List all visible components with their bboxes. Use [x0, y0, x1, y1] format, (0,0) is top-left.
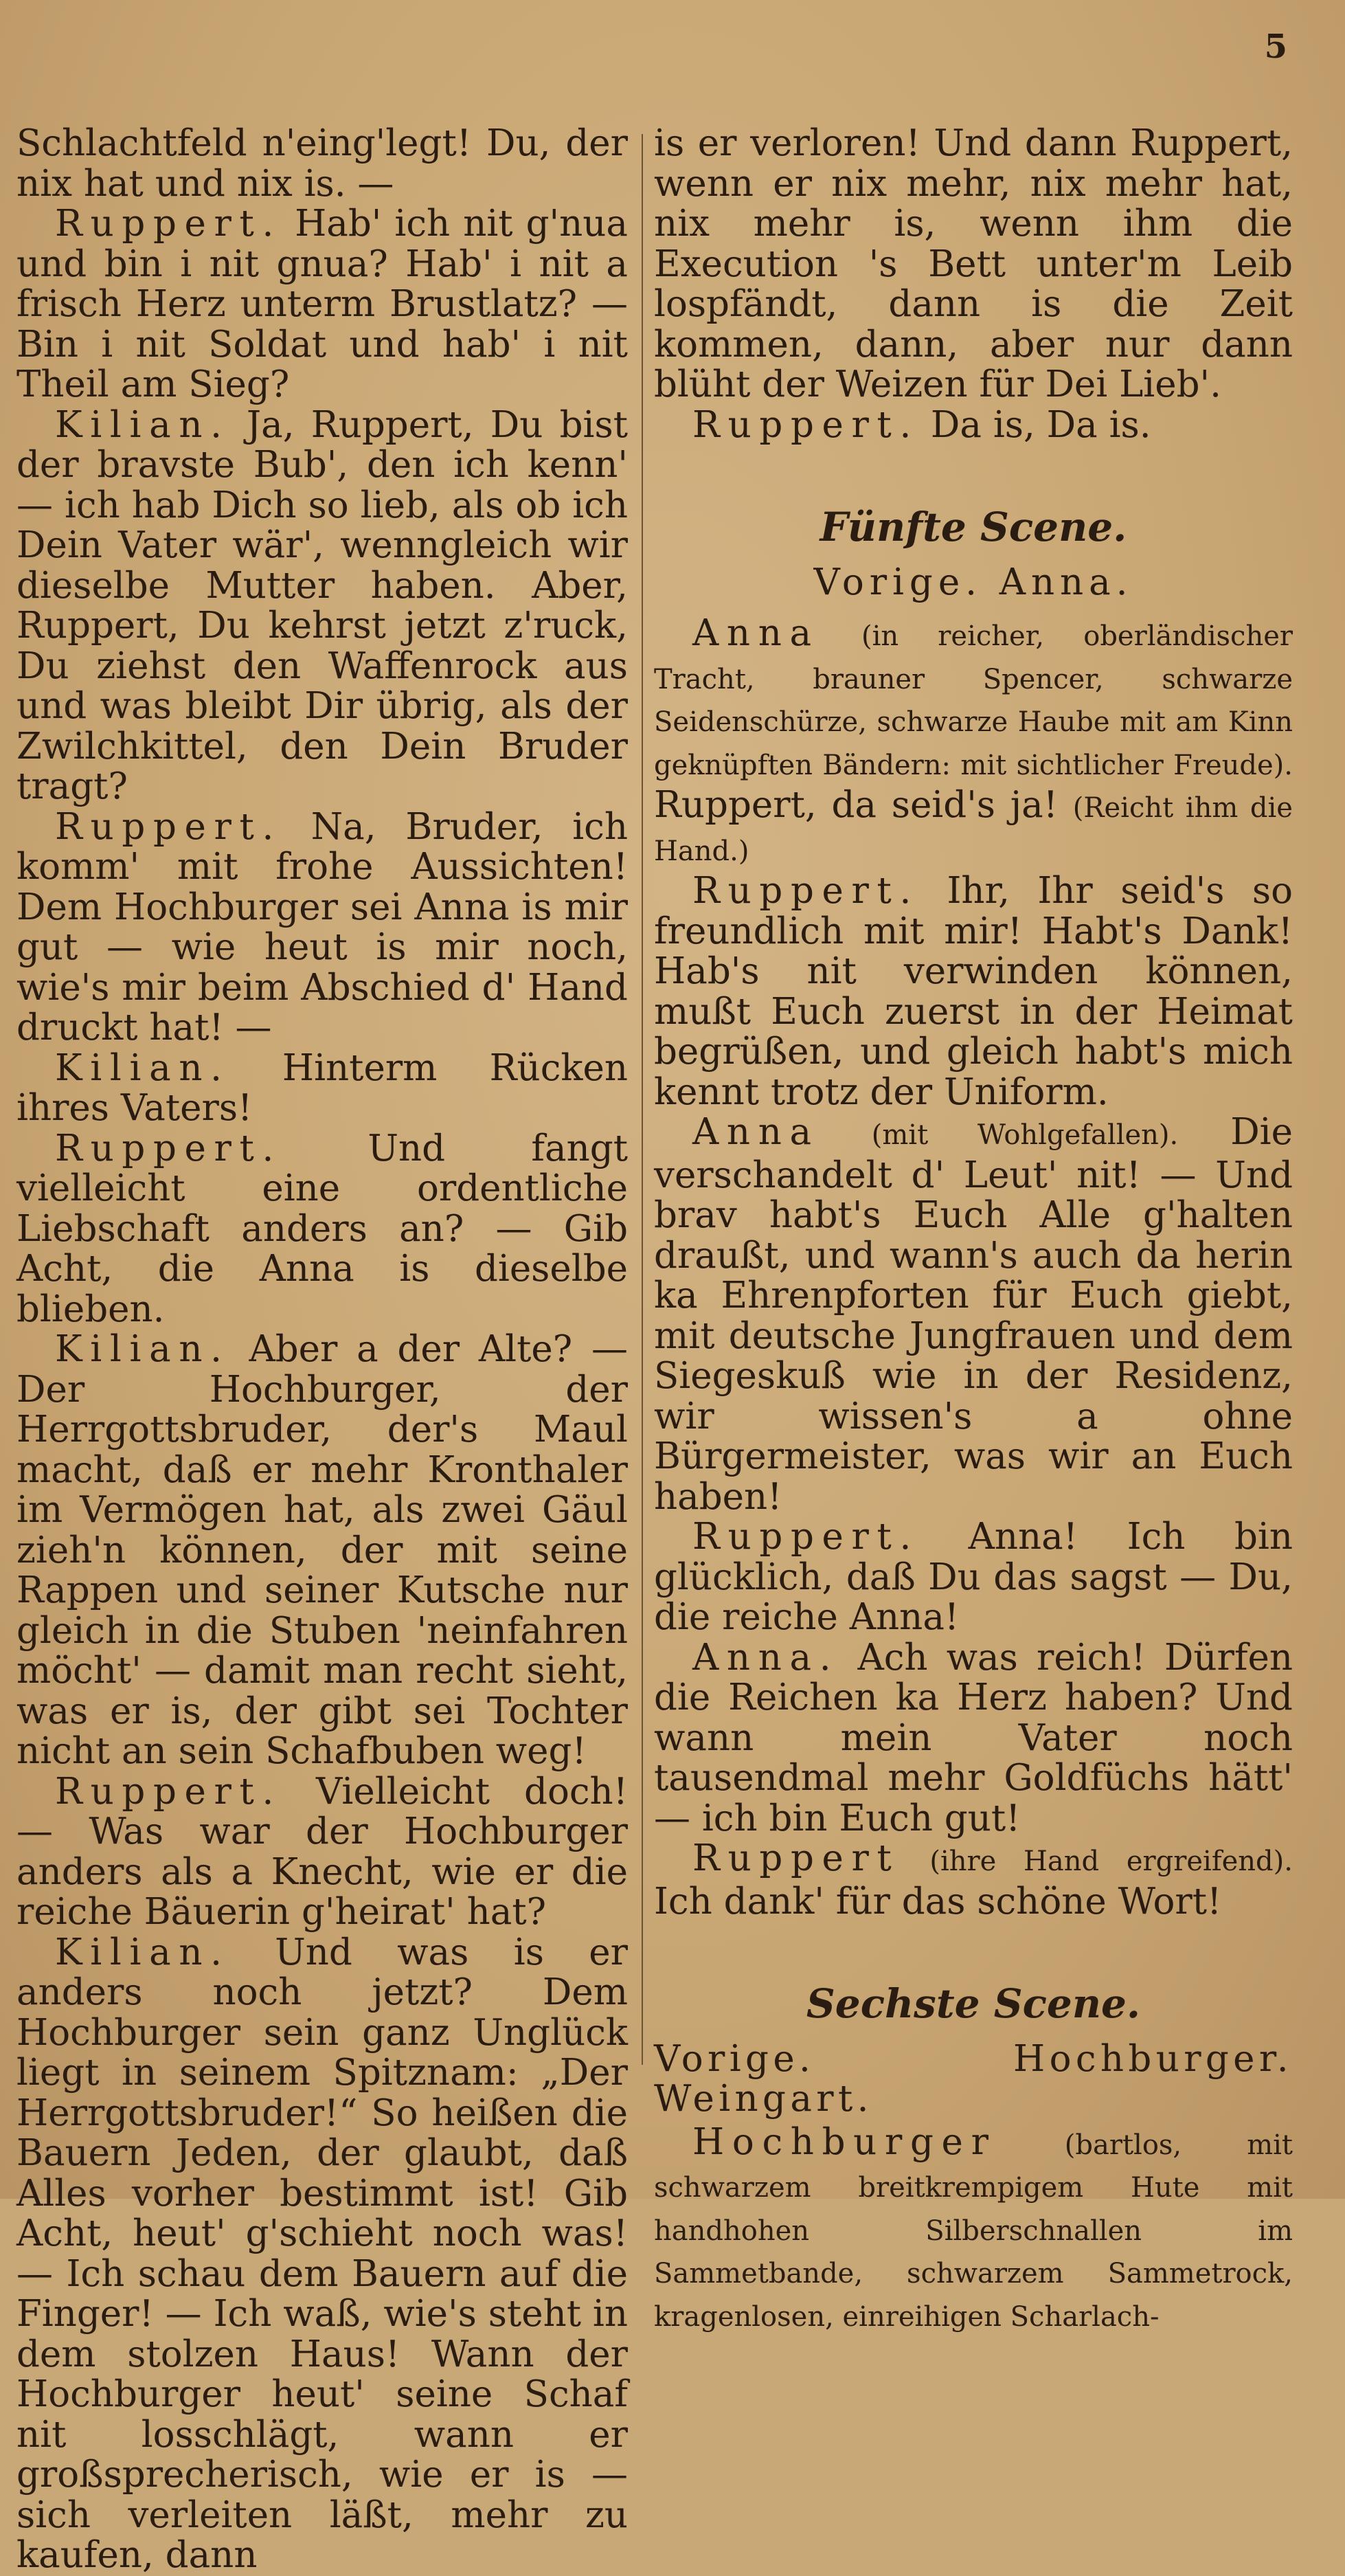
dialogue-text: Ruppert, da seid's ja!	[654, 784, 1058, 826]
dialogue-text: Ja, Ruppert, Du bist der bravste Bub', den ich kenn' — ich hab Dich so lieb, als ob ich Dein Vater wär', wenngleich wir dieselbe Mutter haben. Aber, Ruppert, Du kehrst jetzt z'ruck, Du ziehst den Waffenrock aus und was bleibt Dir übrig, als der Zwilchkittel, den Dein Bruder tragt?	[16, 404, 628, 808]
dialogue-line	[654, 1638, 1293, 1839]
dialogue-text: Ach was reich! Dürfen die Reichen ka Herz haben? Und wann mein Vater noch tausendmal mehr Goldfüchs hätt' — ich bin Euch gut!	[654, 1637, 1293, 1839]
dialogue-line	[16, 1933, 628, 2576]
scene-heading: Fünfte Scene.	[654, 507, 1293, 548]
stage-direction: (bartlos, mit schwarzem breitkrempigem Hute mit handhohen Silberschnallen im Sammetbande, schwarzem Sammetrock, kragenlosen, einreihigen Scharlach-	[654, 2129, 1293, 2333]
dialogue-text: Hab' ich nit g'nua und bin i nit gnua? Hab' i nit a frisch Herz unterm Brustlatz? — Bin i nit Soldat und hab' i nit Theil am Sieg?	[16, 203, 628, 405]
speaker-name: Ruppert.	[55, 806, 282, 848]
dialogue-text: Anna! Ich bin glücklich, daß Du das sagst — Du, die reiche Anna!	[654, 1516, 1293, 1638]
dialogue-line	[16, 204, 628, 405]
dialogue-line	[16, 405, 628, 807]
scene-cast: Vorige. Anna.	[654, 563, 1293, 603]
dialogue-text: Hinterm Rücken ihres Vaters!	[16, 1047, 628, 1130]
speaker-name: Kilian.	[55, 1328, 230, 1370]
dialogue-line	[654, 1112, 1293, 1517]
stage-direction: (ihre Hand ergreifend).	[929, 1846, 1293, 1877]
speaker-name: Kilian.	[55, 1047, 230, 1089]
speaker-name: Kilian.	[55, 1931, 230, 1973]
speaker-name: Anna	[692, 1111, 820, 1153]
column-divider	[642, 134, 643, 2065]
dialogue-line	[16, 1772, 628, 1933]
dialogue-line	[16, 807, 628, 1049]
dialogue-text: Vielleicht doch! — Was war der Hochburger anders als a Knecht, wie er die reiche Bäuerin g'heirat' hat?	[16, 1771, 628, 1934]
dialogue-line	[654, 405, 1293, 446]
speaker-name: Ruppert.	[55, 203, 282, 245]
dialogue-line	[16, 1049, 628, 1129]
dialogue-text: Ihr, Ihr seid's so freundlich mit mir! Habt's Dank! Hab's nit verwinden können, mußt Euch zuerst in der Heimat begrüßen, und gleich habt's mich kennt trotz der Uniform.	[654, 870, 1293, 1113]
right-column	[654, 124, 1293, 2075]
dialogue-line	[654, 1839, 1293, 1922]
paragraph: Schlachtfeld n'eing'legt! Du, der nix hat und nix is. —	[16, 124, 628, 204]
dialogue-text: Da is, Da is.	[931, 404, 1151, 446]
dialogue-text: Ich dank' für das schöne Wort!	[654, 1881, 1221, 1923]
dialogue-line	[16, 1129, 628, 1330]
scene-cast: Vorige. Hochburger. Weingart.	[654, 2039, 1293, 2120]
speaker-name: Ruppert.	[55, 1771, 282, 1813]
dialogue-text: Aber a der Alte? — Der Hochburger, der Herrgottsbruder, der's Maul macht, daß er mehr Kronthaler im Vermögen hat, als zwei Gäul zieh'n können, der mit seine Rappen und seiner Kutsche nur gleich in die Stuben 'neinfahren möcht' — damit man recht sieht, was er is, der gibt sei Tochter nicht an sein Schafbuben weg!	[16, 1328, 628, 1772]
dialogue-line	[16, 1330, 628, 1772]
stage-direction: (Reicht ihm die Hand.)	[654, 792, 1293, 867]
dialogue-line	[654, 2123, 1293, 2338]
dialogue-line	[654, 614, 1293, 871]
dialogue-text: Die verschandelt d' Leut' nit! — Und brav habt's Euch Alle g'halten draußt, und wann's auch da herin ka Ehrenpforten für Euch giebt, mit deutsche Jungfrauen und dem Siegeskuß wie in der Residenz, wir wissen's a ohne Bürgermeister, was wir an Euch haben!	[654, 1111, 1293, 1518]
speaker-name: Ruppert	[692, 1837, 900, 1879]
paragraph: is er verloren! Und dann Ruppert, wenn er nix mehr, nix mehr hat, nix mehr is, wenn ihm die Execution 's Bett unter'm Leib lospfändt, dann is die Zeit kommen, dann, aber nur dann blüht der Weizen für Dei Lieb'.	[654, 124, 1293, 405]
stage-direction: (mit Wohlgefallen).	[872, 1119, 1179, 1151]
speaker-name: Anna.	[692, 1637, 839, 1679]
speaker-name: Hochburger	[692, 2121, 997, 2163]
stage-direction: (in reicher, oberländischer Tracht, brauner Spencer, schwarze Seidenschürze, schwarze Haube mit am Kinn geknüpften Bändern: mit sichtlicher Freude).	[654, 620, 1293, 781]
dialogue-text: Und was is er anders noch jetzt? Dem Hochburger sein ganz Unglück liegt in seinem Spitznam: „Der Herrgottsbruder!“ So heißen die Bauern Jeden, der glaubt, daß Alles vorher bestimmt ist! Gib Acht, heut' g'schieht noch was! — Ich schau dem Bauern auf die Finger! — Ich waß, wie's steht in dem stolzen Haus! Wann der Hochburger heut' seine Schaf nit losschlägt, wann er großsprecherisch, wie er is — sich verleiten läßt, mehr zu kaufen, dann	[16, 1931, 628, 2576]
speaker-name: Anna	[692, 612, 820, 654]
speaker-name: Ruppert.	[55, 1128, 282, 1169]
speaker-name: Ruppert.	[692, 404, 919, 446]
page-number: 5	[1265, 27, 1287, 66]
speaker-name: Ruppert.	[692, 1516, 919, 1558]
speaker-name: Kilian.	[55, 404, 230, 446]
dialogue-line	[654, 871, 1293, 1112]
dialogue-line	[654, 1517, 1293, 1638]
speaker-name: Ruppert.	[692, 870, 919, 912]
dialogue-text: Und fangt vielleicht eine ordentliche Liebschaft anders an? — Gib Acht, die Anna is dieselbe blieben.	[16, 1128, 628, 1330]
scene-heading: Sechste Scene.	[654, 1984, 1293, 2024]
dialogue-text: Na, Bruder, ich komm' mit frohe Aussichten! Dem Hochburger sei Anna is mir gut — wie heut is mir noch, wie's mir beim Abschied d' Hand druckt hat! —	[16, 806, 628, 1049]
left-column	[16, 124, 628, 2075]
